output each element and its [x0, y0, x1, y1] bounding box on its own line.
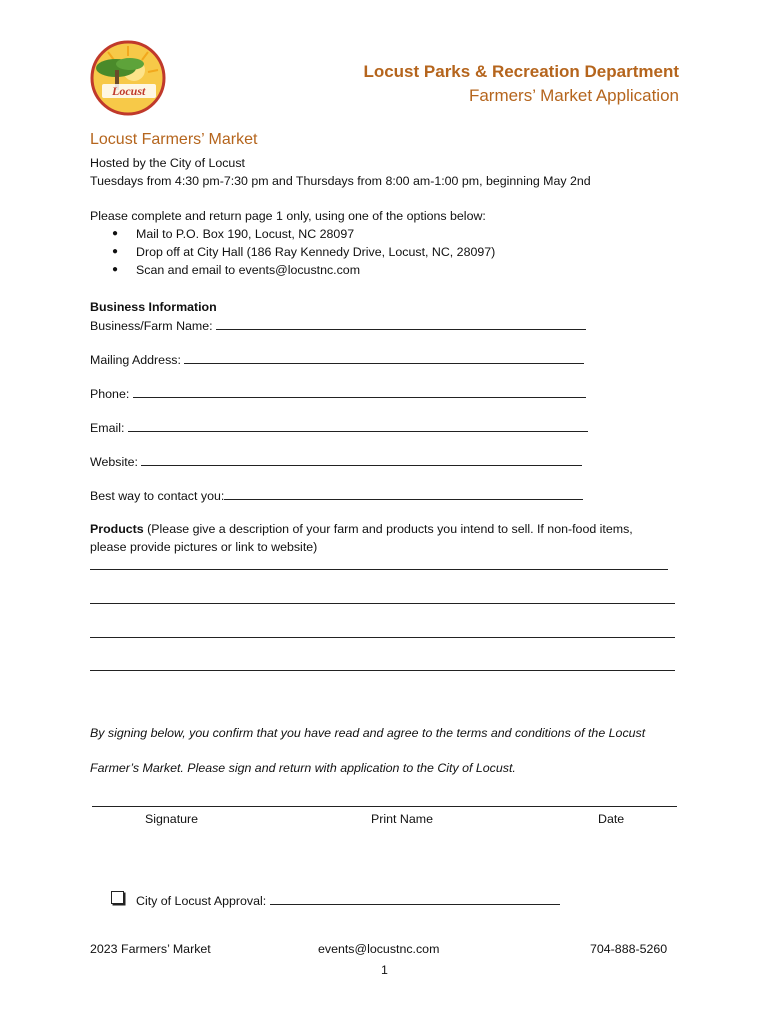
approval-checkbox[interactable] — [111, 891, 124, 904]
instructions-text: Please complete and return page 1 only, using one of the options below: — [90, 209, 486, 223]
website-line[interactable] — [141, 452, 582, 466]
signature-line[interactable] — [92, 806, 677, 807]
business-name-line[interactable] — [216, 316, 586, 330]
date-caption: Date — [598, 812, 625, 826]
hosted-by-text: Hosted by the City of Locust — [90, 156, 245, 170]
products-description: (Please give a description of your farm and products you intend to sell. If non-food items, — [147, 522, 633, 536]
website-label: Website: — [90, 455, 138, 469]
locust-logo — [90, 40, 166, 116]
logo-text: Locust — [112, 84, 146, 98]
mailing-address-label: Mailing Address: — [90, 353, 181, 367]
department-title: Locust Parks & Recreation Department — [363, 62, 679, 81]
mailing-address-field[interactable] — [90, 350, 584, 369]
email-field[interactable] — [90, 418, 588, 437]
email-line[interactable] — [128, 418, 588, 432]
return-options-list — [90, 225, 495, 279]
list-item: ● Scan and email to events@locustnc.com — [90, 261, 495, 279]
phone-label: Phone: — [90, 387, 130, 401]
business-name-label: Business/Farm Name: — [90, 319, 213, 333]
approval-label: City of Locust Approval: — [136, 894, 267, 908]
products-description-2: please provide pictures or link to website) — [90, 540, 318, 554]
phone-field[interactable] — [90, 384, 586, 403]
approval-line[interactable] — [270, 891, 560, 905]
phone-line[interactable] — [133, 384, 586, 398]
list-item: ● Drop off at City Hall (186 Ray Kennedy Drive, Locust, NC, 28097) — [90, 243, 495, 261]
agreement-text-1: By signing below, you confirm that you have read and agree to the terms and conditions of the Locust — [90, 726, 646, 740]
products-line[interactable] — [90, 637, 675, 638]
products-line[interactable] — [90, 569, 668, 570]
business-name-field[interactable] — [90, 316, 586, 335]
page-number: 1 — [381, 963, 388, 977]
market-title: Locust Farmers’ Market — [90, 131, 258, 148]
schedule-text: Tuesdays from 4:30 pm-7:30 pm and Thursdays from 8:00 am-1:00 pm, beginning May 2nd — [90, 174, 591, 188]
application-subtitle: Farmers’ Market Application — [468, 86, 679, 105]
approval-field[interactable] — [136, 891, 560, 910]
contact-method-line[interactable] — [224, 486, 583, 500]
products-prompt — [90, 520, 633, 538]
footer-email: events@locustnc.com — [318, 942, 440, 956]
print-name-caption: Print Name — [371, 812, 433, 826]
footer-phone: 704-888-5260 — [590, 942, 668, 956]
products-label: Products — [90, 522, 144, 536]
agreement-text-2: Farmer’s Market. Please sign and return with application to the City of Locust. — [90, 761, 516, 775]
website-field[interactable] — [90, 452, 582, 471]
signature-caption: Signature — [145, 812, 199, 826]
business-info-heading: Business Information — [90, 300, 217, 314]
footer-year: 2023 Farmers’ Market — [90, 942, 211, 956]
products-line[interactable] — [90, 670, 675, 671]
contact-method-field[interactable] — [90, 486, 583, 505]
list-item: ● Mail to P.O. Box 190, Locust, NC 28097 — [90, 225, 495, 243]
contact-method-label: Best way to contact you: — [90, 489, 225, 503]
email-label: Email: — [90, 421, 125, 435]
mailing-address-line[interactable] — [184, 350, 584, 364]
products-line[interactable] — [90, 603, 675, 604]
